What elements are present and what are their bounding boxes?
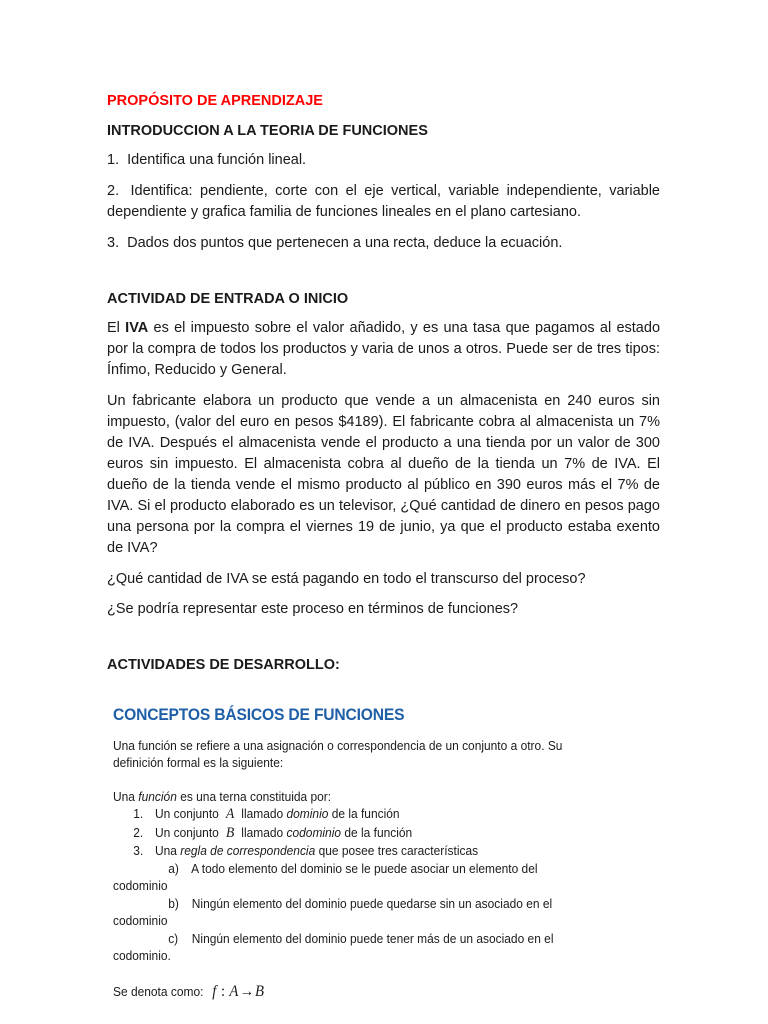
- terna-list: [113, 805, 591, 860]
- actividad-inicio-heading: ACTIVIDAD DE ENTRADA O INICIO: [107, 291, 349, 307]
- item-text: Dados dos puntos que pertenecen a una recta, deduce la ecuación.: [127, 235, 563, 251]
- conceptos-image: [113, 705, 591, 1000]
- list-item: [113, 805, 591, 824]
- iva-bold-term: IVA: [125, 320, 149, 336]
- item-post: que posee tres características: [318, 843, 479, 858]
- denota-label: Se denota como:: [113, 983, 204, 999]
- question-funciones: ¿Se podría representar este proceso en términos de funciones?: [107, 601, 519, 617]
- item-letter: b): [168, 895, 179, 911]
- list-item: [113, 842, 591, 860]
- item-italic: codominio: [286, 824, 342, 840]
- iva-lead: El: [107, 320, 120, 336]
- caracteristicas-list: [113, 860, 591, 965]
- iva-paragraph: [107, 318, 660, 381]
- iva-rest: es el impuesto sobre el valor añadido, y es una tasa que pagamos al estado por la compra de todos los productos y varia de unos a otros. Puede ser de tres tipos: Ínfimo, Reducido y General.: [107, 320, 661, 378]
- list-item: [107, 150, 660, 171]
- question-iva-total: ¿Qué cantidad de IVA se está pagando en todo el transcurso del proceso?: [107, 571, 586, 587]
- item-italic: dominio: [286, 806, 329, 821]
- arrow-icon: →: [239, 982, 255, 1000]
- conceptos-title: CONCEPTOS BÁSICOS DE FUNCIONES: [113, 705, 405, 724]
- item-pre: Una: [154, 843, 177, 858]
- function-notation: [212, 983, 264, 1000]
- item-number: 3.: [107, 235, 120, 251]
- item-number: 2.: [133, 824, 144, 840]
- item-number: 1.: [107, 152, 120, 168]
- item-pre: Un conjunto: [154, 806, 219, 821]
- document-page: [107, 91, 660, 684]
- codomain-symbol: B: [254, 982, 264, 1000]
- item-text: Identifica una función lineal.: [127, 152, 307, 168]
- problem-paragraph: Un fabricante elabora un producto que vende a un almacenista en 240 euros sin impuesto, (valor del euro en pesos $4189). El fabricante cobra al almacenista un 7% de IVA. Después el almacenista vende el producto a una tienda por un valor de 300 euros sin impuesto. El almacenista cobra al dueño de la tienda un 7% de IVA. El dueño de la tienda vende el mismo producto al público en 390 euros más el 7% de IVA. Si el producto elaborado es un televisor, ¿Qué cantidad de dinero en pesos pago una persona por la compra el viernes 19 de junio, ya que el producto estaba exento de IVA?: [107, 393, 660, 556]
- item-letter: a): [168, 860, 179, 876]
- item-text: Ningún elemento del dominio puede quedarse sin un asociado en el codominio: [113, 895, 553, 928]
- funcion-intro: [113, 788, 591, 805]
- set-symbol: A: [225, 806, 235, 822]
- definition-text: Una función se refiere a una asignación o correspondencia de un conjunto a otro. Su definición formal es la siguiente:: [113, 738, 563, 770]
- intro-italic: función: [138, 789, 177, 804]
- list-item: [113, 895, 591, 930]
- item-number: 3.: [133, 843, 144, 858]
- list-item: [107, 233, 660, 254]
- domain-symbol: A: [229, 982, 239, 1000]
- set-symbol: B: [225, 824, 235, 841]
- item-number: 2.: [107, 183, 120, 199]
- item-letter: c): [168, 930, 179, 946]
- list-item: [107, 181, 660, 223]
- desarrollo-heading: ACTIVIDADES DE DESARROLLO:: [107, 657, 340, 673]
- item-post: de la función: [331, 806, 400, 821]
- item-mid: llamado: [241, 824, 284, 840]
- item-text: Ningún elemento del dominio puede tener más de un asociado en el codominio.: [113, 930, 554, 963]
- proposito-heading: PROPÓSITO DE APRENDIZAJE: [107, 93, 323, 109]
- list-item: [113, 860, 591, 895]
- intro-pre: Una: [113, 789, 135, 804]
- item-mid: llamado: [241, 806, 284, 821]
- item-text: Identifica: pendiente, corte con el eje vertical, variable independiente, variable dependiente y grafica familia de funciones lineales en el plano cartesiano.: [107, 183, 660, 220]
- item-pre: Un conjunto: [154, 824, 219, 840]
- denota-line: [113, 983, 591, 1000]
- intro-post: es una terna constituida por:: [180, 789, 332, 804]
- list-item: [113, 930, 591, 965]
- item-text: A todo elemento del dominio se le puede asociar un elemento del codominio: [113, 860, 538, 893]
- item-number: 1.: [133, 806, 144, 821]
- function-symbol: f: [212, 982, 217, 1000]
- list-item: [113, 824, 591, 843]
- introduccion-heading: INTRODUCCION A LA TEORIA DE FUNCIONES: [107, 123, 428, 139]
- notation-colon: :: [220, 982, 226, 1000]
- item-italic: regla de correspondencia: [180, 843, 316, 858]
- item-post: de la función: [344, 824, 413, 840]
